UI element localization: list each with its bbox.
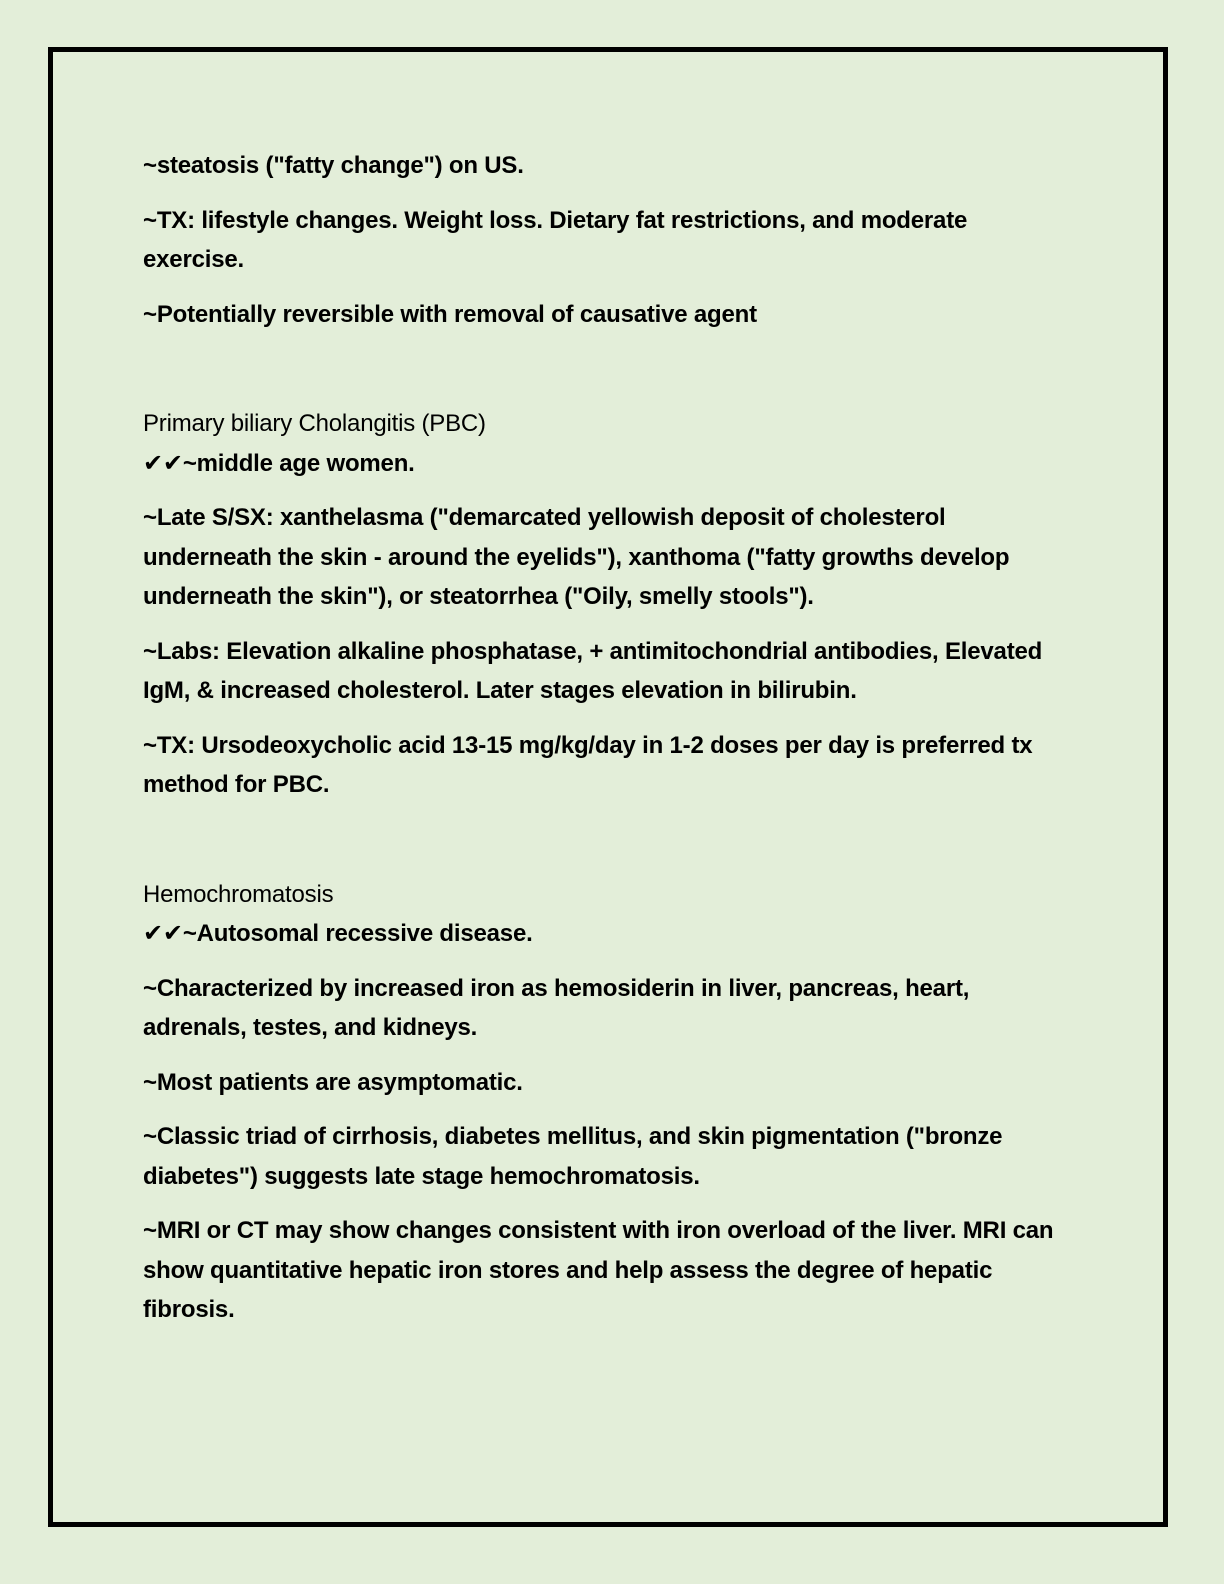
intro-treatment: ~TX: lifestyle changes. Weight loss. Dietary fat restrictions, and moderate exercise. xyxy=(143,206,968,273)
checkmark-icon: ✔✔ xyxy=(143,919,183,947)
hemochromatosis-heading: Hemochromatosis xyxy=(143,880,334,908)
hemochromatosis-classic-triad: ~Classic triad of cirrhosis, diabetes mellitus, and skin pigmentation ("bronze diabetes") suggests late stage hemochromatosis. xyxy=(143,1123,1003,1190)
document-body xyxy=(143,146,1063,1345)
pbc-first-item-text: ~middle age women. xyxy=(182,449,415,477)
section-spacer xyxy=(143,349,1063,404)
hemochromatosis-asymptomatic: ~Most patients are asymptomatic. xyxy=(143,1068,523,1096)
pbc-treatment: ~TX: Ursodeoxycholic acid 13-15 mg/kg/day in 1-2 doses per day is preferred tx method for PBC. xyxy=(143,731,1033,798)
hemochromatosis-characterized: ~Characterized by increased iron as hemosiderin in liver, pancreas, heart, adrenals, testes, and kidneys. xyxy=(143,974,970,1041)
intro-reversible: ~Potentially reversible with removal of causative agent xyxy=(143,300,757,328)
intro-steatosis: ~steatosis ("fatty change") on US. xyxy=(143,152,524,179)
pbc-labs: ~Labs: Elevation alkaline phosphatase, + antimitochondrial antibodies, Elevated IgM, & increased cholesterol. Later stages elevation in bilirubin. xyxy=(143,637,1043,704)
hemochromatosis-first-item-text: ~Autosomal recessive disease. xyxy=(182,920,533,947)
pbc-heading: Primary biliary Cholangitis (PBC) xyxy=(143,410,486,437)
hemochromatosis-imaging: ~MRI or CT may show changes consistent with iron overload of the liver. MRI can show quantitative hepatic iron stores and help assess the degree of hepatic fibrosis. xyxy=(143,1217,1054,1323)
pbc-first-item xyxy=(143,444,1063,484)
checkmark-icon: ✔✔ xyxy=(143,448,183,477)
section-spacer xyxy=(143,820,1063,875)
hemochromatosis-first-item xyxy=(143,914,1063,954)
pbc-symptoms: ~Late S/SX: xanthelasma ("demarcated yellowish deposit of cholesterol underneath the skin - around the eyelids"), xanthoma ("fatty growths develop underneath the skin"), or steatorrhea ("Oily, smelly stools"). xyxy=(143,504,1010,610)
